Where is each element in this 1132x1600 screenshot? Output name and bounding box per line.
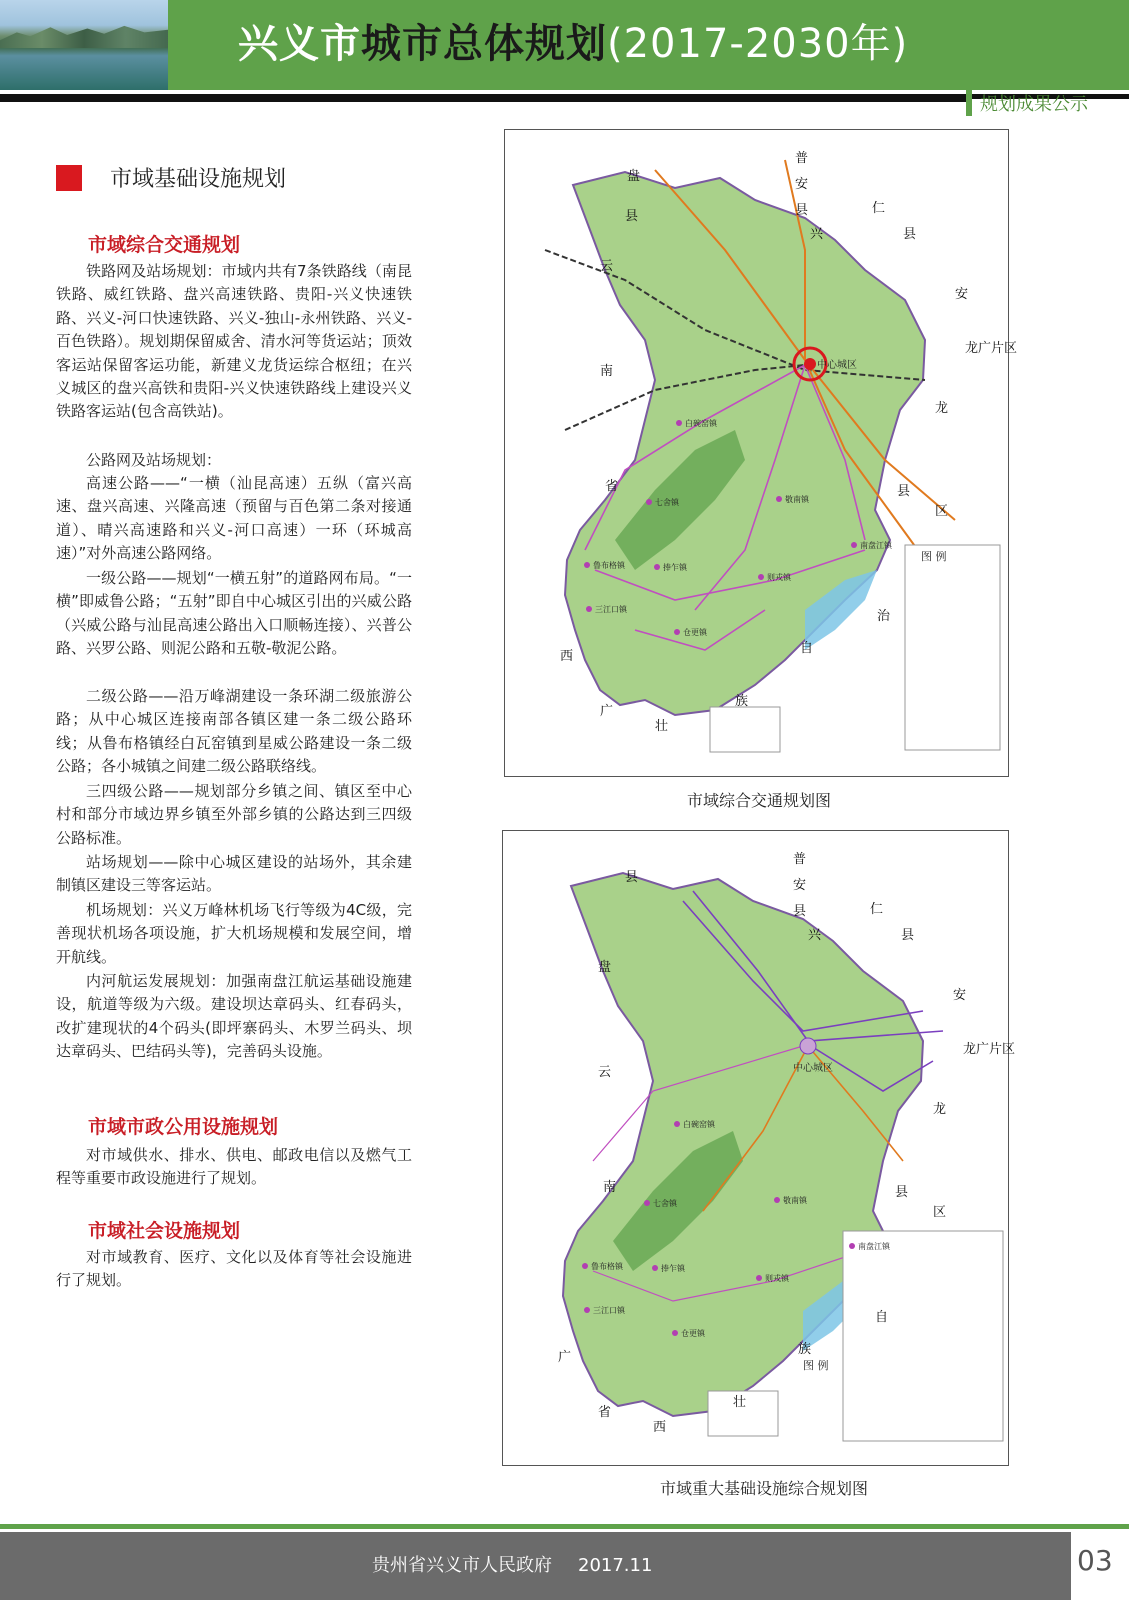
transport-para-expressway: 高速公路——“一横（汕昆高速）五纵（富兴高速、盘兴高速、兴隆高速（预留与百色第二条对接通道）、晴兴高速路和兴义-河口高速）一环（环城高速）”对外高速公路网络。	[56, 474, 412, 563]
region-label: 县	[793, 904, 807, 919]
town-marker	[849, 1243, 855, 1249]
map-legend	[843, 1231, 1003, 1441]
section-title: 市域基础设施规划	[110, 167, 287, 192]
region-label: 云	[600, 259, 614, 274]
town-marker	[582, 1263, 588, 1269]
transport-map-svg	[505, 130, 1018, 776]
region-label: 龙广片区	[963, 1042, 1016, 1057]
municipal-para: 对市域供水、排水、供电、邮政电信以及燃气工程等重要市政设施进行了规划。	[56, 1146, 412, 1188]
town-label: 仓更镇	[683, 628, 707, 637]
region-label: 县	[625, 209, 639, 224]
transport-para-station: 站场规划——除中心城区建设的站场外，其余建制镇区建设三等客运站。	[56, 853, 412, 895]
region-label: 龙	[933, 1102, 947, 1117]
page-number-box	[1068, 1532, 1132, 1600]
header-subtitle: 规划成果公示	[980, 94, 1088, 115]
infrastructure-map-caption: 市域重大基础设施综合规划图	[660, 1479, 869, 1498]
region-label: 区	[935, 504, 949, 519]
region-label: 自	[875, 1310, 889, 1325]
region-label: 自	[800, 641, 814, 656]
footer-text	[372, 1551, 678, 1577]
social-para: 对市域教育、医疗、文化以及体育等社会设施进行了规划。	[56, 1248, 412, 1290]
region-label: 壮	[655, 719, 669, 734]
transport-para-railway: 铁路网及站场规划：市域内共有7条铁路线（南昆铁路、威红铁路、盘兴高速铁路、贵阳-兴义快速铁路、兴义-河口快速铁路、兴义-独山-永州铁路、兴义-百色铁路）。规划期保留威舍、清水河等货运站；顶效客运站保留客运功能，新建义龙货运综合枢纽；在兴义城区的盘兴高铁和贵阳-兴义快速铁路线上建设兴义铁路客运站(包含高铁站)。	[56, 262, 412, 421]
legend-title: 图 例	[803, 1359, 829, 1372]
region-label: 县	[895, 1185, 909, 1200]
region-label: 南	[603, 1180, 617, 1195]
region-label: 仁	[870, 902, 884, 917]
town-label: 南盘江镇	[860, 541, 892, 550]
town-marker	[756, 1275, 762, 1281]
region-label: 族	[798, 1342, 812, 1357]
region-label: 安	[955, 287, 969, 302]
region-label: 安	[793, 878, 807, 893]
town-marker	[646, 499, 652, 505]
region-label: 西	[653, 1420, 667, 1435]
region-label: 区	[933, 1205, 947, 1220]
region-label: 广	[558, 1350, 572, 1365]
region-label: 省	[598, 1405, 612, 1420]
region-label: 治	[877, 609, 891, 624]
footer-accent	[0, 1524, 1129, 1529]
town-label: 七舍镇	[653, 1199, 677, 1208]
town-label: 白碗窑镇	[683, 1120, 715, 1129]
town-marker	[758, 574, 764, 580]
elevation-legend	[710, 707, 780, 752]
transport-para-waterway: 内河航运发展规划：加强南盘江航运基础设施建设，航道等级为六级。建设坝达章码头、红春码头，改扩建现状的4个码头(即坪寨码头、木罗兰码头、坝达章码头、巴结码头等)，完善码头设施。	[56, 972, 412, 1061]
transport-para-grade1: 一级公路——规划“一横五射”的道路网布局。“一横”即威鲁公路；“五射”即自中心城区引出的兴威公路（兴威公路与汕昆高速公路出入口顺畅连接）、兴普公路、兴罗公路、则泥公路和五敬-敬泥公路。	[56, 569, 412, 658]
town-marker	[776, 496, 782, 502]
region-label: 广	[600, 704, 614, 719]
town-label: 七舍镇	[655, 498, 679, 507]
region-label: 盘	[598, 960, 612, 975]
town-label: 鲁布格镇	[593, 561, 625, 570]
transport-map-caption: 市域综合交通规划图	[687, 791, 832, 810]
town-label: 鲁布格镇	[591, 1262, 623, 1271]
legend-title: 图 例	[921, 550, 947, 563]
town-label: 三江口镇	[595, 605, 627, 614]
map-legend	[905, 545, 1000, 750]
region-label: 县	[897, 484, 911, 499]
town-marker	[676, 420, 682, 426]
town-label: 敬南镇	[785, 495, 809, 504]
region-label: 族	[735, 694, 749, 709]
center-city-label: 中心城区	[793, 1063, 833, 1074]
region-label: 龙	[935, 401, 949, 416]
region-label: 西	[560, 649, 574, 664]
town-marker	[654, 564, 660, 570]
transport-para-highway-intro: 公路网及站场规划：	[86, 451, 222, 469]
social-title: 市域社会设施规划	[88, 1220, 241, 1242]
region-label: 安	[953, 988, 967, 1003]
town-label: 仓更镇	[681, 1329, 705, 1338]
town-marker	[584, 562, 590, 568]
town-marker	[674, 1121, 680, 1127]
town-marker	[851, 542, 857, 548]
region-label: 县	[901, 928, 915, 943]
town-marker	[586, 606, 592, 612]
center-city-marker	[800, 1038, 816, 1054]
town-label: 南盘江镇	[858, 1242, 890, 1251]
region-label: 县	[625, 870, 639, 885]
center-city-label: 中心城区	[817, 360, 857, 371]
town-marker	[672, 1330, 678, 1336]
town-marker	[674, 629, 680, 635]
header-rule-2	[0, 99, 966, 102]
region-label: 云	[598, 1065, 612, 1080]
region-label: 普	[795, 151, 809, 166]
region-label: 县	[903, 227, 917, 242]
transport-title: 市域综合交通规划	[88, 234, 241, 256]
footer-date: 2017.11	[578, 1555, 653, 1576]
region-label: 壮	[733, 1395, 747, 1410]
transport-para-airport: 机场规划：兴义万峰林机场飞行等级为4C级，完善现状机场各项设施，扩大机场规模和发展空间，增开航线。	[56, 901, 412, 966]
town-label: 捧乍镇	[663, 563, 687, 572]
town-marker	[644, 1200, 650, 1206]
region-label: 盘	[627, 169, 641, 184]
municipal-title: 市域市政公用设施规划	[88, 1116, 279, 1138]
header-accent	[966, 88, 972, 116]
region-label: 普	[793, 852, 807, 867]
town-marker	[584, 1307, 590, 1313]
infrastructure-map	[502, 830, 1016, 1466]
infrastructure-map-svg	[503, 831, 1016, 1465]
region-label: 兴	[810, 227, 824, 242]
town-label: 敬南镇	[783, 1196, 807, 1205]
town-label: 三江口镇	[593, 1306, 625, 1315]
region-label: 南	[600, 364, 614, 379]
region-label: 仁	[872, 201, 886, 216]
town-marker	[774, 1197, 780, 1203]
transport-map	[504, 129, 1018, 777]
town-label: 捧乍镇	[661, 1264, 685, 1273]
region-label: 兴	[808, 928, 822, 943]
region-label: 安	[795, 177, 809, 192]
town-marker	[652, 1265, 658, 1271]
town-label: 则戎镇	[765, 1274, 789, 1283]
header-photo	[0, 0, 168, 90]
town-label: 白碗窑镇	[685, 419, 717, 428]
section-bullet	[56, 165, 82, 191]
region-label: 龙广片区	[965, 341, 1018, 356]
region-label: 省	[605, 479, 619, 494]
region-label: 县	[795, 203, 809, 218]
page-number: 03	[1077, 1544, 1113, 1577]
transport-para-grade2: 二级公路——沿万峰湖建设一条环湖二级旅游公路；从中心城区连接南部各镇区建一条二级公路环线；从鲁布格镇经白瓦窑镇到星威公路建设一条二级公路；各小城镇之间建二级公路联络线。	[56, 687, 412, 776]
transport-para-grade34: 三四级公路——规划部分乡镇之间、镇区至中心村和部分市域边界乡镇至外部乡镇的公路达到三四级公路标准。	[56, 782, 412, 847]
footer-org: 贵州省兴义市人民政府	[372, 1555, 552, 1576]
page-title: 兴义市城市总体规划(2017-2030年)	[238, 21, 909, 67]
town-label: 则戎镇	[767, 573, 791, 582]
